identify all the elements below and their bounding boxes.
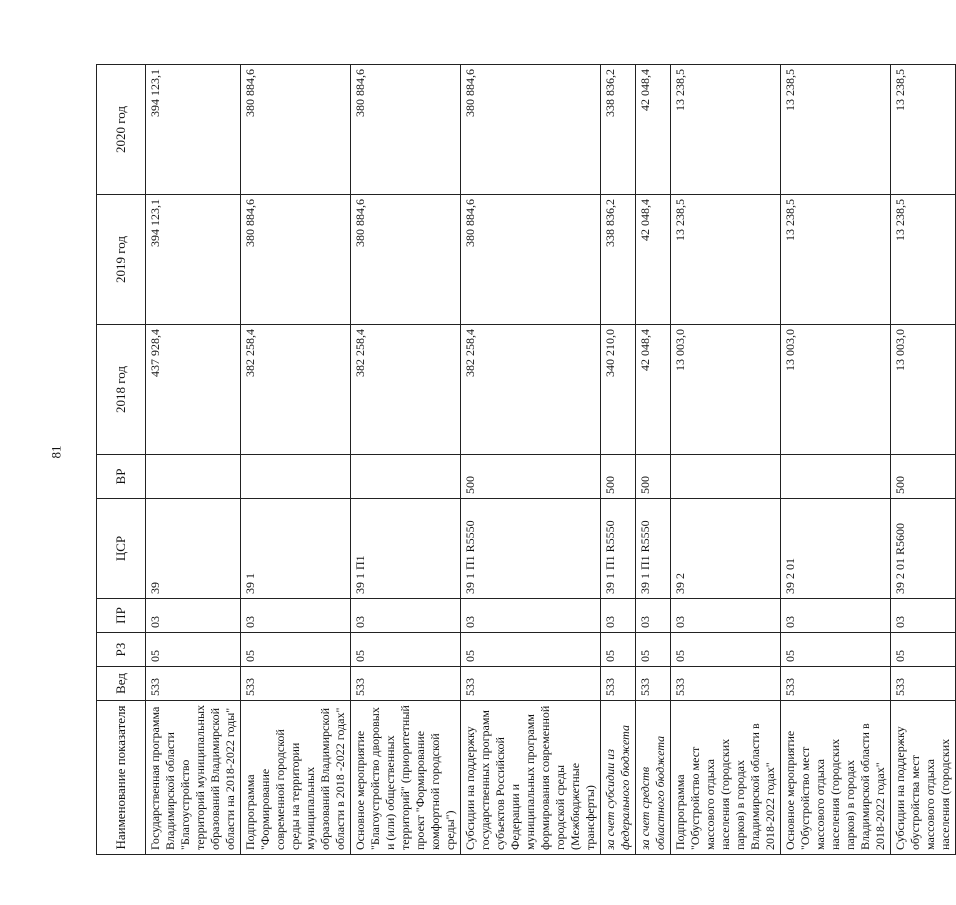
col-header-name: Наименование показателя [97, 701, 146, 855]
cell-y2020: 338 836,2 [601, 65, 636, 195]
cell-y2020: 13 238,5 [891, 65, 956, 195]
cell-name: Основное мероприятие "Благоустройство дворовых и (или) общественных территорий" (приоритетный проект "Формирование комфортной городской среды") [351, 701, 461, 855]
cell-name: Субсидии на поддержку государственных программ субъектов Российской Федерации и муниципальных программ формирования современной городской среды (Межбюджетные трансферты) [461, 701, 601, 855]
cell-csr: 39 [146, 499, 241, 599]
cell-y2020: 380 884,6 [351, 65, 461, 195]
cell-y2018: 382 258,4 [461, 325, 601, 455]
cell-ved: 533 [636, 667, 671, 701]
cell-rz: 05 [891, 633, 956, 667]
col-header-csr: ЦСР [97, 499, 146, 599]
cell-ved: 533 [461, 667, 601, 701]
budget-table [96, 64, 956, 855]
cell-pr: 03 [671, 599, 781, 633]
cell-vr [241, 455, 351, 499]
cell-vr: 500 [461, 455, 601, 499]
table-row [146, 65, 241, 855]
cell-ved: 533 [891, 667, 956, 701]
cell-rz: 05 [146, 633, 241, 667]
cell-vr [146, 455, 241, 499]
rotated-table-wrapper [96, 65, 952, 855]
col-header-2020: 2020 год [97, 65, 146, 195]
cell-rz: 05 [241, 633, 351, 667]
cell-name: за счет средств областного бюджета [636, 701, 671, 855]
cell-pr: 03 [351, 599, 461, 633]
cell-pr: 03 [241, 599, 351, 633]
cell-ved: 533 [241, 667, 351, 701]
cell-pr: 03 [781, 599, 891, 633]
page-number: 81 [48, 445, 64, 459]
cell-rz: 05 [601, 633, 636, 667]
table-row [351, 65, 461, 855]
cell-csr: 39 1 П1 [351, 499, 461, 599]
cell-pr: 03 [891, 599, 956, 633]
col-header-ved: Вед [97, 667, 146, 701]
cell-y2018: 13 003,0 [671, 325, 781, 455]
cell-y2019: 394 123,1 [146, 195, 241, 325]
table-row [781, 65, 891, 855]
cell-ved: 533 [781, 667, 891, 701]
cell-ved: 533 [351, 667, 461, 701]
cell-csr: 39 2 [671, 499, 781, 599]
cell-y2020: 380 884,6 [461, 65, 601, 195]
table-row [461, 65, 601, 855]
cell-y2020: 394 123,1 [146, 65, 241, 195]
cell-rz: 05 [671, 633, 781, 667]
table-row [241, 65, 351, 855]
cell-vr [351, 455, 461, 499]
cell-pr: 03 [636, 599, 671, 633]
cell-y2018: 42 048,4 [636, 325, 671, 455]
cell-y2018: 382 258,4 [241, 325, 351, 455]
cell-y2019: 13 238,5 [671, 195, 781, 325]
cell-y2019: 13 238,5 [891, 195, 956, 325]
cell-vr [781, 455, 891, 499]
col-header-2018: 2018 год [97, 325, 146, 455]
cell-rz: 05 [636, 633, 671, 667]
cell-ved: 533 [671, 667, 781, 701]
cell-csr: 39 1 П1 R5550 [461, 499, 601, 599]
cell-csr: 39 1 П1 R5550 [601, 499, 636, 599]
cell-name: за счет субсидии из федерального бюджета [601, 701, 636, 855]
cell-y2019: 13 238,5 [781, 195, 891, 325]
table-row [636, 65, 671, 855]
cell-y2018: 13 003,0 [781, 325, 891, 455]
cell-vr [671, 455, 781, 499]
col-header-pr: ПР [97, 599, 146, 633]
cell-y2020: 42 048,4 [636, 65, 671, 195]
cell-vr: 500 [601, 455, 636, 499]
cell-y2018: 13 003,0 [891, 325, 956, 455]
cell-y2018: 340 210,0 [601, 325, 636, 455]
cell-y2019: 380 884,6 [461, 195, 601, 325]
cell-y2020: 13 238,5 [671, 65, 781, 195]
cell-pr: 03 [146, 599, 241, 633]
cell-rz: 05 [781, 633, 891, 667]
cell-y2019: 42 048,4 [636, 195, 671, 325]
table-row [671, 65, 781, 855]
table-row [891, 65, 956, 855]
cell-vr: 500 [891, 455, 956, 499]
cell-y2019: 338 836,2 [601, 195, 636, 325]
cell-ved: 533 [146, 667, 241, 701]
cell-y2018: 437 928,4 [146, 325, 241, 455]
cell-rz: 05 [461, 633, 601, 667]
cell-y2019: 380 884,6 [241, 195, 351, 325]
cell-ved: 533 [601, 667, 636, 701]
table-row [601, 65, 636, 855]
cell-y2019: 380 884,6 [351, 195, 461, 325]
cell-vr: 500 [636, 455, 671, 499]
cell-name: Государственная программа Владимирской области "Благоустройство территорий муниципальных образований Владимирской области на 2018-2022 годы" [146, 701, 241, 855]
cell-y2020: 380 884,6 [241, 65, 351, 195]
cell-name: Подпрограмма "Обустройство мест массового отдыха населения (городских парков) в городах Владимирской области в 2018-2022 годах" [671, 701, 781, 855]
col-header-2019: 2019 год [97, 195, 146, 325]
cell-name: Подпрограмма "Формирование современной городской среды на территории муниципальных образований Владимирской области в 2018 -2022 годах" [241, 701, 351, 855]
cell-csr: 39 2 01 R5600 [891, 499, 956, 599]
cell-rz: 05 [351, 633, 461, 667]
col-header-rz: РЗ [97, 633, 146, 667]
cell-csr: 39 1 П1 R5550 [636, 499, 671, 599]
table-body [146, 65, 956, 855]
header-row [97, 65, 146, 855]
col-header-vr: ВР [97, 455, 146, 499]
cell-csr: 39 1 [241, 499, 351, 599]
cell-pr: 03 [461, 599, 601, 633]
cell-csr: 39 2 01 [781, 499, 891, 599]
cell-name: Основное мероприятие "Обустройство мест массового отдыха населения (городских парков) в городах Владимирской области в 2018-2022 годах" [781, 701, 891, 855]
cell-name: Субсидии на поддержку обустройства мест массового отдыха населения (городских [891, 701, 956, 855]
cell-y2018: 382 258,4 [351, 325, 461, 455]
cell-y2020: 13 238,5 [781, 65, 891, 195]
cell-pr: 03 [601, 599, 636, 633]
